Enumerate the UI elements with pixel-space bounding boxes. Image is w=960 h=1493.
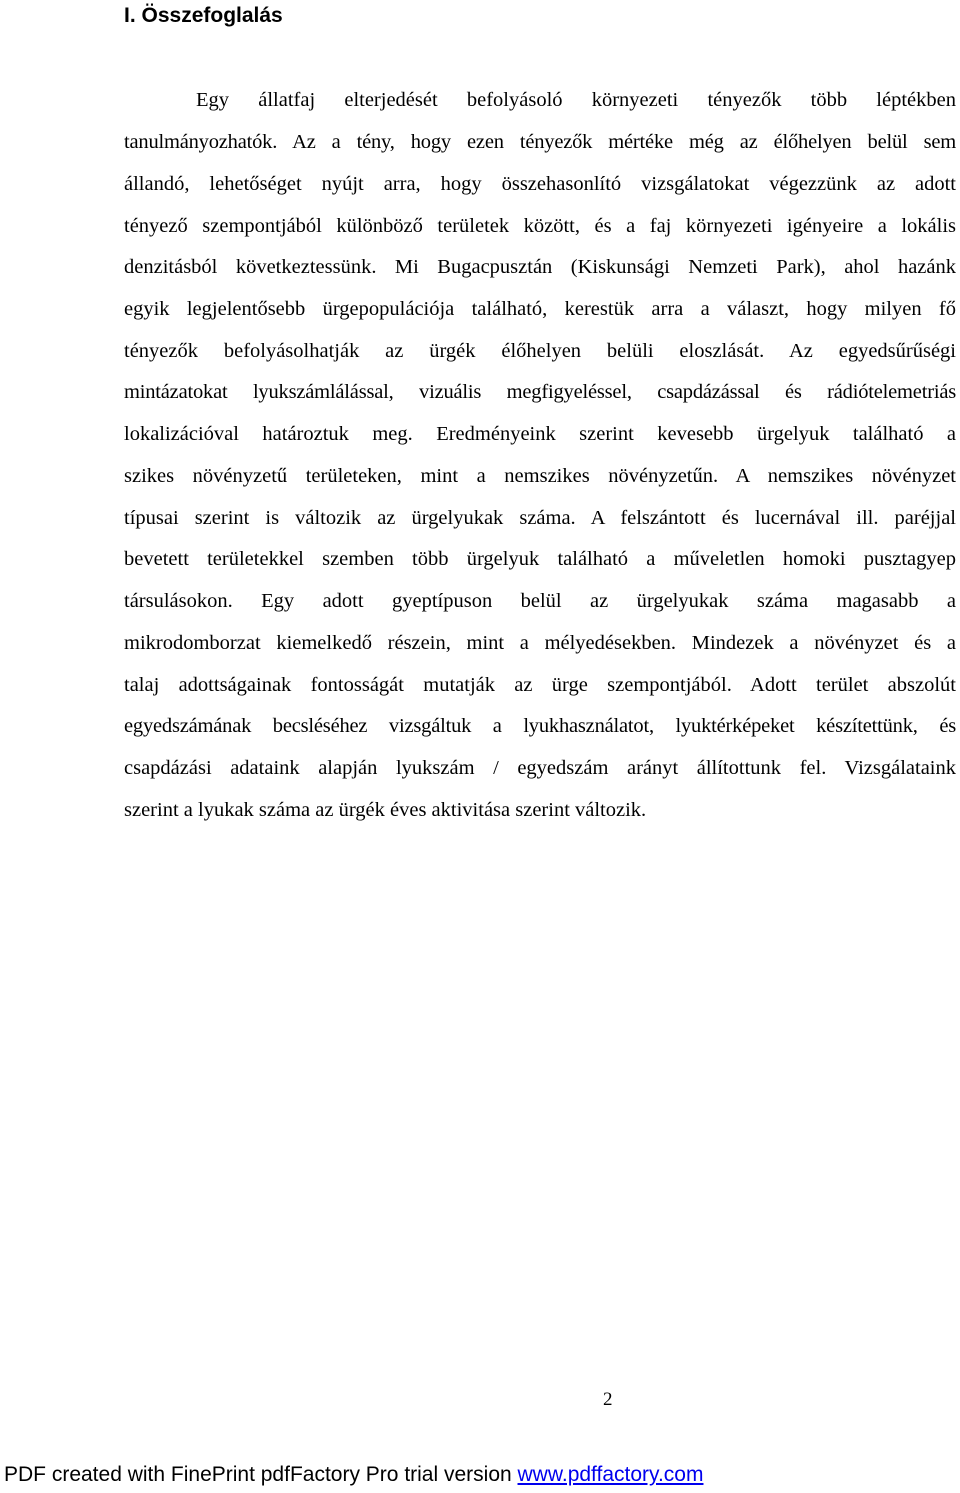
paragraph-line: típusai szerint is változik az ürgelyukak száma. A felszántott és lucernával ill. paréjjal xyxy=(124,507,956,529)
paragraph-line: mintázatokat lyukszámlálással, vizuális megfigyeléssel, csapdázással és rádiótelemetriás xyxy=(124,381,956,403)
paragraph-line: lokalizációval határoztuk meg. Eredményeink szerint kevesebb ürgelyuk található a xyxy=(124,423,956,445)
paragraph-line: szikes növényzetű területeken, mint a nemszikes növényzetűn. A nemszikes növényzet xyxy=(124,465,956,487)
paragraph-line: tanulmányozhatók. Az a tény, hogy ezen tényezők mértéke még az élőhelyen belül sem xyxy=(124,131,956,153)
paragraph-line: tényező szempontjából különböző területek között, és a faj környezeti igényeire a lokális xyxy=(124,215,956,237)
paragraph-line: talaj adottságainak fontosságát mutatják az ürge szempontjából. Adott terület abszolút xyxy=(124,674,956,696)
paragraph-line: tényezők befolyásolhatják az ürgék élőhelyen belüli eloszlását. Az egyedsűrűségi xyxy=(124,340,956,362)
paragraph-line: társulásokon. Egy adott gyeptípuson belül az ürgelyukak száma magasabb a xyxy=(124,590,956,612)
paragraph-line: egyik legjelentősebb ürgepopulációja található, kerestük arra a választ, hogy milyen fő xyxy=(124,298,956,320)
paragraph-line: denzitásból következtessünk. Mi Bugacpusztán (Kiskunsági Nemzeti Park), ahol hazánk xyxy=(124,256,956,278)
paragraph-line: csapdázási adataink alapján lyukszám / egyedszám arányt állítottunk fel. Vizsgálataink xyxy=(124,757,956,779)
paragraph-line: mikrodomborzat kiemelkedő részein, mint a mélyedésekben. Mindezek a növényzet és a xyxy=(124,632,956,654)
paragraph-line: Egy állatfaj elterjedését befolyásoló környezeti tényezők több léptékben xyxy=(196,89,956,111)
page-number: 2 xyxy=(603,1389,613,1410)
paragraph-line: állandó, lehetőséget nyújt arra, hogy összehasonlító vizsgálatokat végezzünk az adott xyxy=(124,173,956,195)
section-heading: I. Összefoglalás xyxy=(124,4,283,27)
paragraph-line: egyedszámának becsléséhez vizsgáltuk a lyukhasználatot, lyuktérképeket készítettünk, és xyxy=(124,715,956,737)
pdf-footer xyxy=(4,1461,703,1489)
paragraph-line: bevetett területekkel szemben több ürgelyuk található a műveletlen homoki pusztagyep xyxy=(124,548,956,570)
paragraph-line: szerint a lyukak száma az ürgék éves aktivitása szerint változik. xyxy=(124,799,647,821)
pdffactory-link[interactable]: www.pdffactory.com xyxy=(517,1463,704,1486)
footer-text: PDF created with FinePrint pdfFactory Pro trial version xyxy=(4,1463,518,1486)
